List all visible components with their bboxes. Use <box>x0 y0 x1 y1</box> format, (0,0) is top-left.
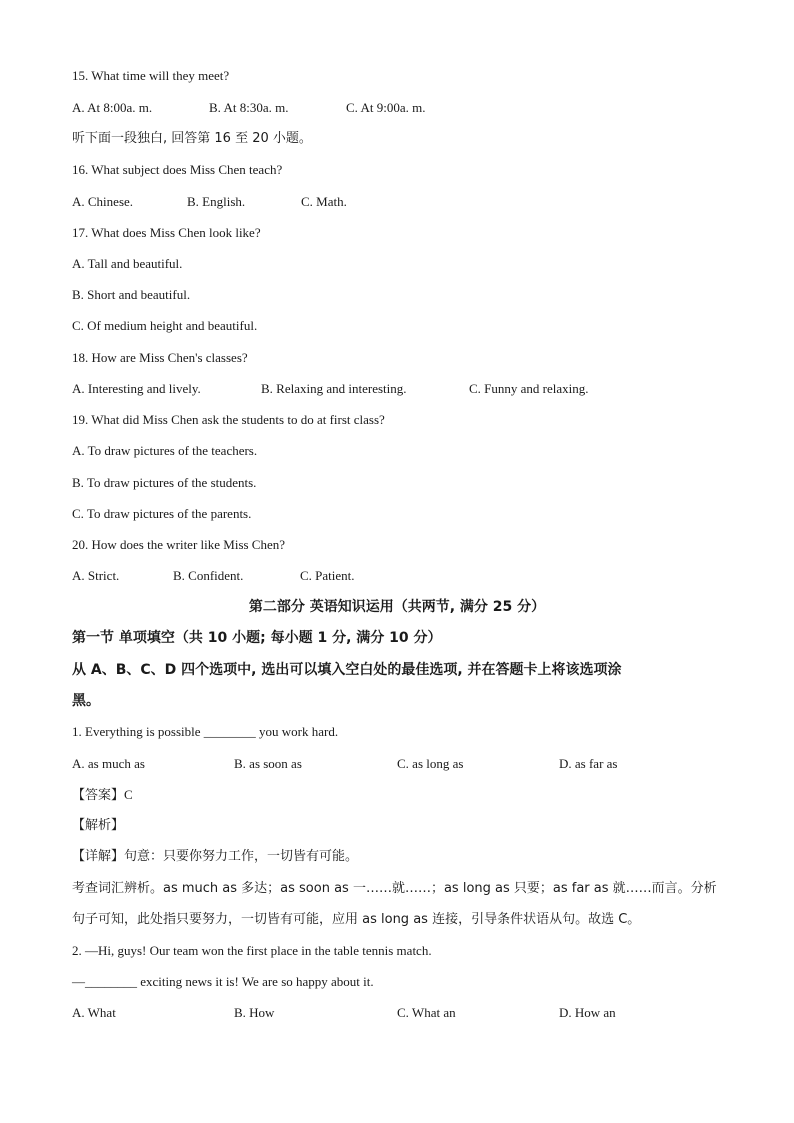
question-18-stem: 18. How are Miss Chen's classes? <box>72 350 248 365</box>
mc-1-answer <box>72 787 133 804</box>
mc-1-analysis-label: 【解析】 <box>72 818 125 833</box>
question-15-stem: 15. What time will they meet? <box>72 68 230 83</box>
mc-1-option-b: B. as soon as <box>234 756 302 771</box>
question-16-option-b: B. English. <box>187 194 246 209</box>
question-15-option-c: C. At 9:00a. m. <box>346 100 426 115</box>
mc-1-option-d: D. as far as <box>559 756 618 771</box>
question-17-option-c: C. Of medium height and beautiful. <box>72 318 258 333</box>
question-16-stem: 16. What subject does Miss Chen teach? <box>72 162 283 177</box>
mc-1-explanation: 考查词汇辨析。as much as 多达；as soon as 一……就……；as long as 只要；as far as 就……而言。分析句子可知，此处指只要努力，一切皆有可能，应用 as long as 连接，引导条件状语从句。故选 C。 <box>72 881 717 927</box>
question-15-option-a: A. At 8:00a. m. <box>72 100 153 115</box>
question-20-option-c: C. Patient. <box>300 568 355 583</box>
question-20-option-a: A. Strict. <box>72 568 120 583</box>
answer-label: 【答案】 <box>72 788 125 803</box>
mc-2-option-a: A. What <box>72 1005 116 1020</box>
answer-value: C <box>124 787 133 802</box>
question-16-option-c: C. Math. <box>301 194 347 209</box>
question-20-option-b: B. Confident. <box>173 568 244 583</box>
instruction-line-1: 从 A、B、C、D 四个选项中, 选出可以填入空白处的最佳选项, 并在答题卡上将该选项涂 <box>72 662 622 678</box>
part-2-title: 第二部分 英语知识运用（共两节, 满分 25 分） <box>248 599 546 615</box>
mc-2-option-d: D. How an <box>559 1005 616 1020</box>
question-16-option-a: A. Chinese. <box>72 194 134 209</box>
mc-1-option-c: C. as long as <box>397 756 464 771</box>
listening-section-note: 听下面一段独白, 回答第 16 至 20 小题。 <box>72 131 312 146</box>
question-19-option-a: A. To draw pictures of the teachers. <box>72 443 258 458</box>
question-18-option-b: B. Relaxing and interesting. <box>261 381 407 396</box>
question-18-option-a: A. Interesting and lively. <box>72 381 201 396</box>
question-15-option-b: B. At 8:30a. m. <box>209 100 289 115</box>
question-20-stem: 20. How does the writer like Miss Chen? <box>72 537 286 552</box>
question-17-stem: 17. What does Miss Chen look like? <box>72 225 261 240</box>
question-19-option-c: C. To draw pictures of the parents. <box>72 506 252 521</box>
question-17-option-a: A. Tall and beautiful. <box>72 256 183 271</box>
question-19-option-b: B. To draw pictures of the students. <box>72 475 257 490</box>
instruction-line-2: 黑。 <box>72 693 100 709</box>
mc-1-stem: 1. Everything is possible ________ you work hard. <box>72 724 339 739</box>
mc-1-detail: 【详解】句意：只要你努力工作，一切皆有可能。 <box>72 849 359 864</box>
section-1-title: 第一节 单项填空（共 10 小题; 每小题 1 分, 满分 10 分） <box>72 630 442 646</box>
question-18-option-c: C. Funny and relaxing. <box>469 381 589 396</box>
question-19-stem: 19. What did Miss Chen ask the students to do at first class? <box>72 412 385 427</box>
question-17-option-b: B. Short and beautiful. <box>72 287 191 302</box>
mc-2-line-2: —________ exciting news it is! We are so happy about it. <box>72 974 374 989</box>
mc-1-option-a: A. as much as <box>72 756 145 771</box>
mc-2-line-1: 2. —Hi, guys! Our team won the first place in the table tennis match. <box>72 943 432 958</box>
mc-2-option-b: B. How <box>234 1005 275 1020</box>
mc-2-option-c: C. What an <box>397 1005 456 1020</box>
